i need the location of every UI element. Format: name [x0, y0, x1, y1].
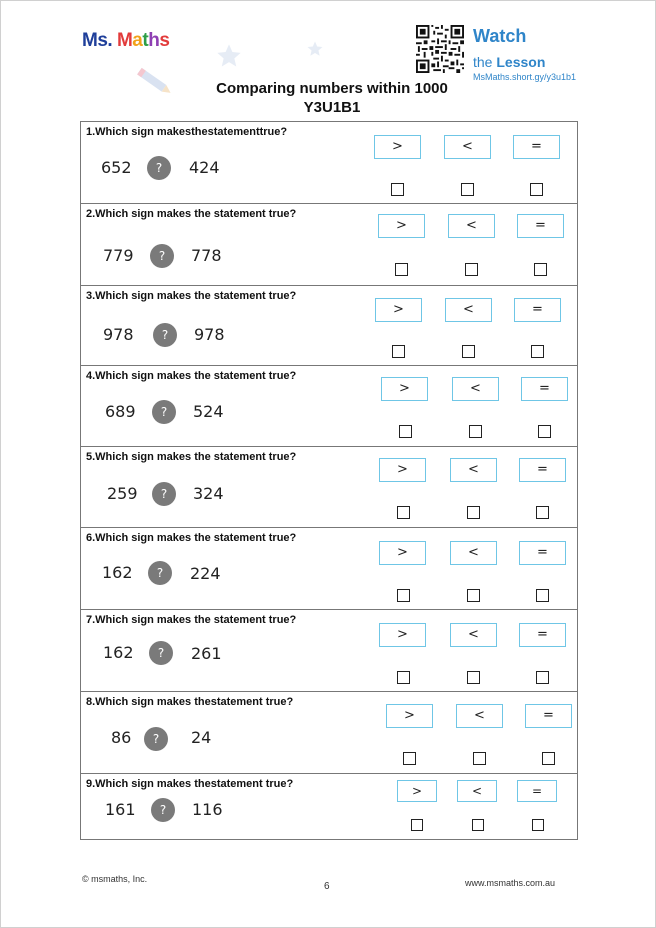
equal-option[interactable]: =: [517, 780, 557, 802]
star-icon: [215, 42, 243, 70]
equal-option[interactable]: =: [513, 135, 560, 159]
right-number: 524: [193, 402, 224, 421]
left-number: 652: [101, 158, 132, 177]
question-prompt: 6.Which sign makes the statement true?: [86, 532, 297, 544]
left-number: 259: [107, 484, 138, 503]
equal-checkbox[interactable]: [536, 589, 549, 602]
right-number: 778: [191, 246, 222, 265]
left-number: 162: [102, 563, 133, 582]
greater-than-option[interactable]: >: [386, 704, 433, 728]
lesson-the: the: [473, 54, 493, 70]
question-prompt: 8.Which sign makes thestatement true?: [86, 696, 294, 708]
unknown-sign-marker: ?: [152, 400, 176, 424]
less-than-option[interactable]: <: [457, 780, 497, 802]
watch-label[interactable]: Watch: [473, 26, 527, 46]
logo-part: a: [132, 30, 143, 51]
equal-checkbox[interactable]: [530, 183, 543, 196]
equal-option[interactable]: =: [514, 298, 561, 322]
equal-checkbox[interactable]: [536, 671, 549, 684]
left-number: 86: [111, 728, 132, 747]
footer-website[interactable]: www.msmaths.com.au: [465, 878, 556, 888]
unknown-sign-marker: ?: [144, 727, 168, 751]
question-prompt: 2.Which sign makes the statement true?: [86, 208, 297, 220]
question-row: [81, 286, 577, 366]
question-prompt: 4.Which sign makes the statement true?: [86, 370, 297, 382]
logo-part: t: [142, 30, 149, 51]
unknown-sign-marker: ?: [147, 156, 171, 180]
question-prompt: 9.Which sign makes thestatement true?: [86, 778, 294, 790]
greater-than-option[interactable]: >: [374, 135, 421, 159]
equal-checkbox[interactable]: [536, 506, 549, 519]
unknown-sign-marker: ?: [153, 323, 177, 347]
less-than-option[interactable]: <: [450, 458, 497, 482]
right-number: 424: [189, 158, 220, 177]
question-row: [81, 610, 577, 692]
question-prompt: 7.Which sign makes the statement true?: [86, 614, 297, 626]
greater-than-option[interactable]: >: [375, 298, 422, 322]
equal-option[interactable]: =: [525, 704, 572, 728]
question-sheet: [80, 121, 578, 840]
less-than-checkbox[interactable]: [462, 345, 475, 358]
lesson-word: Lesson: [496, 54, 546, 70]
left-number: 162: [103, 643, 134, 662]
greater-than-checkbox[interactable]: [391, 183, 404, 196]
question-row: [81, 366, 577, 447]
left-number: 978: [103, 325, 134, 344]
left-number: 779: [103, 246, 134, 265]
less-than-checkbox[interactable]: [467, 589, 480, 602]
footer-copyright: © msmaths, Inc.: [82, 874, 148, 884]
less-than-option[interactable]: <: [444, 135, 491, 159]
page-subtitle: Y3U1B1: [303, 99, 361, 116]
left-number: 689: [105, 402, 136, 421]
page-number: 6: [324, 881, 330, 892]
unknown-sign-marker: ?: [149, 641, 173, 665]
msmaths-logo: [82, 30, 169, 52]
greater-than-checkbox[interactable]: [403, 752, 416, 765]
equal-checkbox[interactable]: [531, 345, 544, 358]
equal-checkbox[interactable]: [532, 819, 544, 831]
right-number: 24: [191, 728, 212, 747]
lesson-short-url[interactable]: MsMaths.short.gy/y3u1b1: [473, 72, 577, 82]
greater-than-option[interactable]: >: [381, 377, 428, 401]
greater-than-option[interactable]: >: [379, 623, 426, 647]
page-title: Comparing numbers within 1000: [216, 80, 448, 97]
star-icon: [306, 40, 324, 58]
logo-part: Ms.: [82, 30, 113, 51]
less-than-checkbox[interactable]: [467, 506, 480, 519]
equal-option[interactable]: =: [519, 458, 566, 482]
question-prompt: 5.Which sign makes the statement true?: [86, 451, 297, 463]
question-prompt: 3.Which sign makes the statement true?: [86, 290, 297, 302]
question-row: [81, 774, 577, 839]
less-than-checkbox[interactable]: [467, 671, 480, 684]
unknown-sign-marker: ?: [148, 561, 172, 585]
less-than-checkbox[interactable]: [465, 263, 478, 276]
equal-checkbox[interactable]: [534, 263, 547, 276]
greater-than-checkbox[interactable]: [397, 589, 410, 602]
right-number: 261: [191, 644, 222, 663]
logo-part: h: [148, 30, 160, 51]
greater-than-checkbox[interactable]: [399, 425, 412, 438]
less-than-option[interactable]: <: [450, 623, 497, 647]
less-than-option[interactable]: <: [450, 541, 497, 565]
less-than-checkbox[interactable]: [472, 819, 484, 831]
question-row: [81, 204, 577, 286]
right-number: 116: [192, 800, 223, 819]
less-than-checkbox[interactable]: [469, 425, 482, 438]
unknown-sign-marker: ?: [152, 482, 176, 506]
the-lesson-label[interactable]: [473, 54, 545, 70]
greater-than-option[interactable]: >: [379, 458, 426, 482]
less-than-checkbox[interactable]: [473, 752, 486, 765]
right-number: 978: [194, 325, 225, 344]
less-than-option[interactable]: <: [456, 704, 503, 728]
equal-option[interactable]: =: [519, 541, 566, 565]
equal-option[interactable]: =: [519, 623, 566, 647]
right-number: 324: [193, 484, 224, 503]
question-row: [81, 447, 577, 528]
logo-part: s: [159, 30, 170, 51]
equal-option[interactable]: =: [521, 377, 568, 401]
greater-than-checkbox[interactable]: [392, 345, 405, 358]
greater-than-option[interactable]: >: [378, 214, 425, 238]
left-number: 161: [105, 800, 136, 819]
question-row: [81, 692, 577, 774]
question-row: [81, 122, 577, 204]
question-row: [81, 528, 577, 610]
greater-than-checkbox[interactable]: [397, 671, 410, 684]
less-than-option[interactable]: <: [445, 298, 492, 322]
unknown-sign-marker: ?: [151, 798, 175, 822]
greater-than-checkbox[interactable]: [411, 819, 423, 831]
greater-than-checkbox[interactable]: [397, 506, 410, 519]
greater-than-option[interactable]: >: [397, 780, 437, 802]
less-than-option[interactable]: <: [448, 214, 495, 238]
less-than-checkbox[interactable]: [461, 183, 474, 196]
question-prompt: 1.Which sign makesthestatementtrue?: [86, 126, 288, 138]
qr-code-icon[interactable]: [416, 25, 464, 73]
unknown-sign-marker: ?: [150, 244, 174, 268]
greater-than-checkbox[interactable]: [395, 263, 408, 276]
right-number: 224: [190, 564, 221, 583]
equal-option[interactable]: =: [517, 214, 564, 238]
equal-checkbox[interactable]: [542, 752, 555, 765]
equal-checkbox[interactable]: [538, 425, 551, 438]
logo-part: M: [116, 30, 133, 51]
less-than-option[interactable]: <: [452, 377, 499, 401]
greater-than-option[interactable]: >: [379, 541, 426, 565]
